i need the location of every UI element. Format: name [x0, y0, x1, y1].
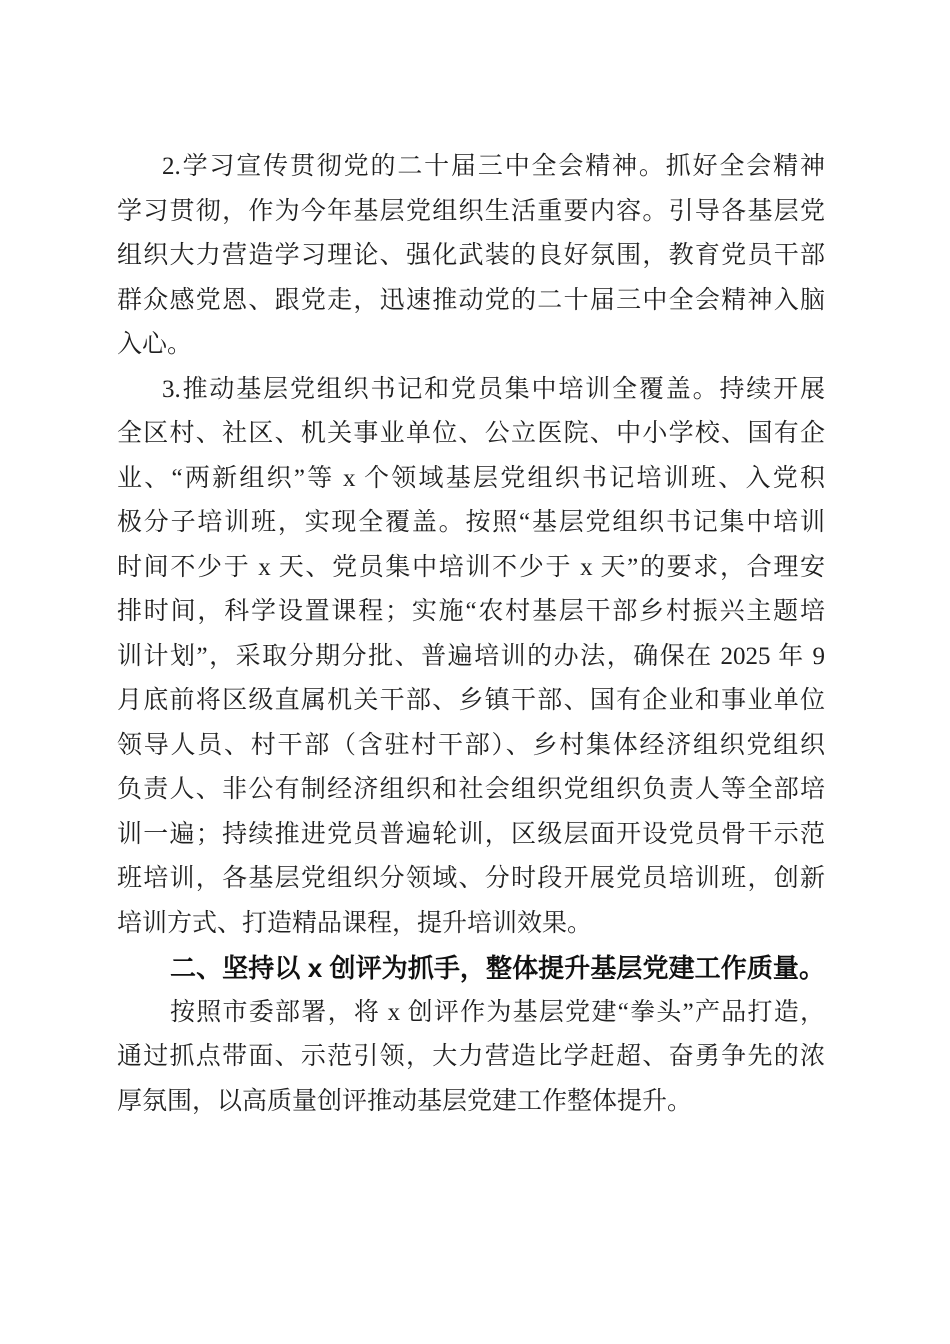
text-line: 业、“两新组织”等 x 个领域基层党组织书记培训班、入党积 — [117, 464, 825, 492]
text-line: 负责人、非公有制经济组织和社会组织党组织负责人等全部培 — [117, 776, 825, 803]
text-line: 训计划”，采取分期分批、普遍培训的办法，确保在 2025 年 9 — [117, 642, 825, 670]
text-line: 3.推动基层党组织书记和党员集中培训全覆盖。持续开展 — [162, 375, 825, 403]
text-line: 入心。 — [117, 331, 193, 358]
text-line: 学习贯彻，作为今年基层党组织生活重要内容。引导各基层党 — [117, 197, 825, 225]
text-line: 群众感党恩、跟党走，迅速推动党的二十届三中全会精神入脑 — [117, 286, 825, 314]
text-line: 班培训，各基层党组织分领域、分时段开展党员培训班，创新 — [117, 865, 825, 892]
text-line: 时间不少于 x 天、党员集中培训不少于 x 天”的要求，合理安 — [117, 553, 825, 581]
text-line: 按照市委部署，将 x 创评作为基层党建“拳头”产品打造， — [170, 998, 825, 1026]
text-line: 通过抓点带面、示范引领，大力营造比学赶超、奋勇争先的浓 — [117, 1043, 825, 1070]
text-line: 培训方式、打造精品课程，提升培训效果。 — [117, 909, 593, 937]
text-line: 排时间，科学设置课程；实施“农村基层干部乡村振兴主题培 — [117, 598, 825, 625]
text-line: 全区村、社区、机关事业单位、公立医院、中小学校、国有企 — [117, 420, 825, 447]
document-text-body — [117, 145, 825, 1124]
text-line: 极分子培训班，实现全覆盖。按照“基层党组织书记集中培训 — [117, 509, 825, 536]
numbered-item-2 — [117, 145, 825, 368]
text-line: 厚氛围，以高质量创评推动基层党建工作整体提升。 — [117, 1087, 693, 1115]
text-line: 二、坚持以 x 创评为抓手，整体提升基层党建工作质量。 — [170, 953, 825, 983]
text-line: 月底前将区级直属机关干部、乡镇干部、国有企业和事业单位 — [117, 687, 825, 714]
text-line: 2.学习宣传贯彻党的二十届三中全会精神。抓好全会精神 — [162, 153, 825, 180]
section-2-intro — [117, 991, 825, 1125]
section-heading-2 — [117, 946, 825, 991]
numbered-item-3 — [117, 368, 825, 947]
text-line: 领导人员、村干部（含驻村干部）、乡村集体经济组织党组织 — [117, 731, 825, 759]
text-line: 组织大力营造学习理论、强化武装的良好氛围，教育党员干部 — [117, 242, 825, 269]
text-line: 训一遍；持续推进党员普遍轮训，区级层面开设党员骨干示范 — [117, 820, 825, 848]
